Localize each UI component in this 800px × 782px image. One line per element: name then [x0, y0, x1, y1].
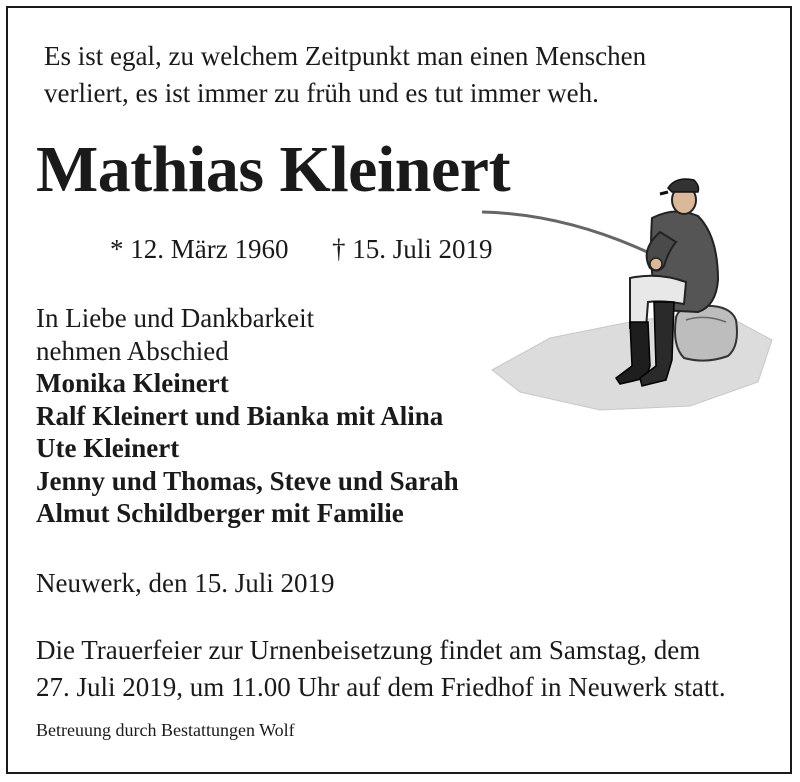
- quote: [44, 38, 764, 112]
- fisherman-cap: [668, 179, 699, 192]
- mourners-section: [36, 302, 459, 530]
- death-date: † 15. Juli 2019: [332, 234, 493, 264]
- intro-line: nehmen Abschied: [36, 335, 229, 366]
- rock-seat: [675, 306, 737, 361]
- undertaker-credit: Betreuung durch Bestattungen Wolf: [36, 720, 295, 740]
- deceased-name: Mathias Kleinert: [36, 133, 511, 206]
- ceremony-line: Die Trauerfeier zur Urnenbeisetzung findet am Samstag, dem: [36, 635, 701, 665]
- family-member: Jenny und Thomas, Steve und Sarah: [36, 465, 459, 496]
- birth-date: * 12. März 1960: [110, 234, 289, 264]
- family-member: Monika Kleinert: [36, 368, 229, 398]
- ceremony-info: [36, 632, 726, 706]
- ceremony-line: 27. Juli 2019, um 11.00 Uhr auf dem Friedhof in Neuwerk statt.: [36, 672, 726, 702]
- family-member: Almut Schildberger mit Familie: [36, 498, 404, 528]
- fishing-rod: [482, 212, 660, 258]
- intro-line: In Liebe und Dankbarkeit: [36, 303, 315, 333]
- fisherman-illustration: [480, 170, 780, 420]
- place-date: Neuwerk, den 15. Juli 2019: [36, 568, 335, 598]
- quote-line: Es ist egal, zu welchem Zeitpunkt man einen Menschen: [44, 41, 647, 71]
- family-member: Ute Kleinert: [36, 433, 180, 463]
- quote-line: verliert, es ist immer zu früh und es tut immer weh.: [44, 78, 599, 108]
- family-member: Ralf Kleinert und Bianka mit Alina: [36, 400, 444, 431]
